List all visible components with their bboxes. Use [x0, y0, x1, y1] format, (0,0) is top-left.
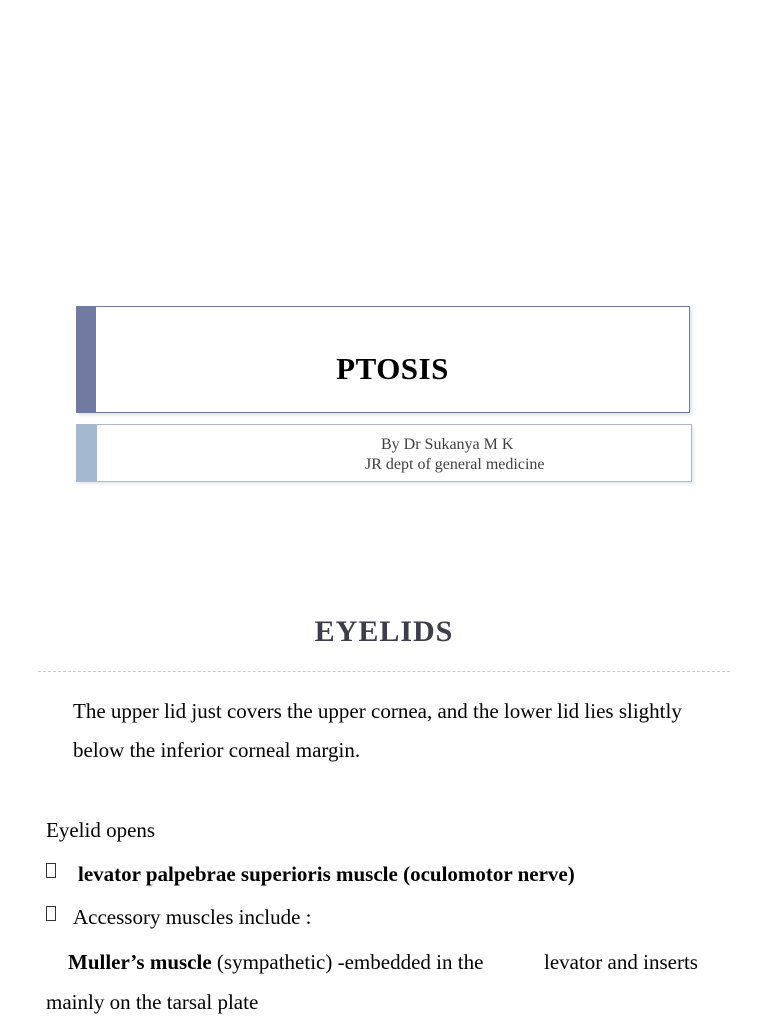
- subtitle-accent-bar: [77, 425, 97, 481]
- muller-description: (sympathetic) -embedded in the: [216, 950, 484, 974]
- bullet-box-icon: [46, 863, 56, 878]
- bullet-item-accessory: Accessory muscles include :: [73, 905, 312, 929]
- intro-line-1: The upper lid just covers the upper cornea, and the lower lid lies slightly: [73, 699, 682, 723]
- intro-line-2: below the inferior corneal margin.: [73, 738, 361, 762]
- muller-line: [68, 949, 483, 975]
- affiliation-line: JR dept of general medicine: [365, 456, 545, 473]
- eyelid-opens-label: Eyelid opens: [46, 818, 156, 842]
- slide-title: PTOSIS: [336, 351, 449, 386]
- subtitle-box: [76, 424, 692, 482]
- title-box: [76, 306, 690, 413]
- author-line: By Dr Sukanya M K: [381, 436, 514, 453]
- bullet-box-icon: [46, 906, 56, 921]
- muller-line-tail: levator and inserts: [544, 950, 698, 974]
- section-heading: EYELIDS: [314, 615, 454, 648]
- muller-line-2: mainly on the tarsal plate: [46, 990, 259, 1014]
- title-accent-bar: [77, 307, 96, 412]
- muller-bold-term: Muller’s muscle: [68, 950, 212, 974]
- heading-divider: [38, 671, 730, 672]
- bullet-item-levator: levator palpebrae superioris muscle (oculomotor nerve): [78, 862, 575, 886]
